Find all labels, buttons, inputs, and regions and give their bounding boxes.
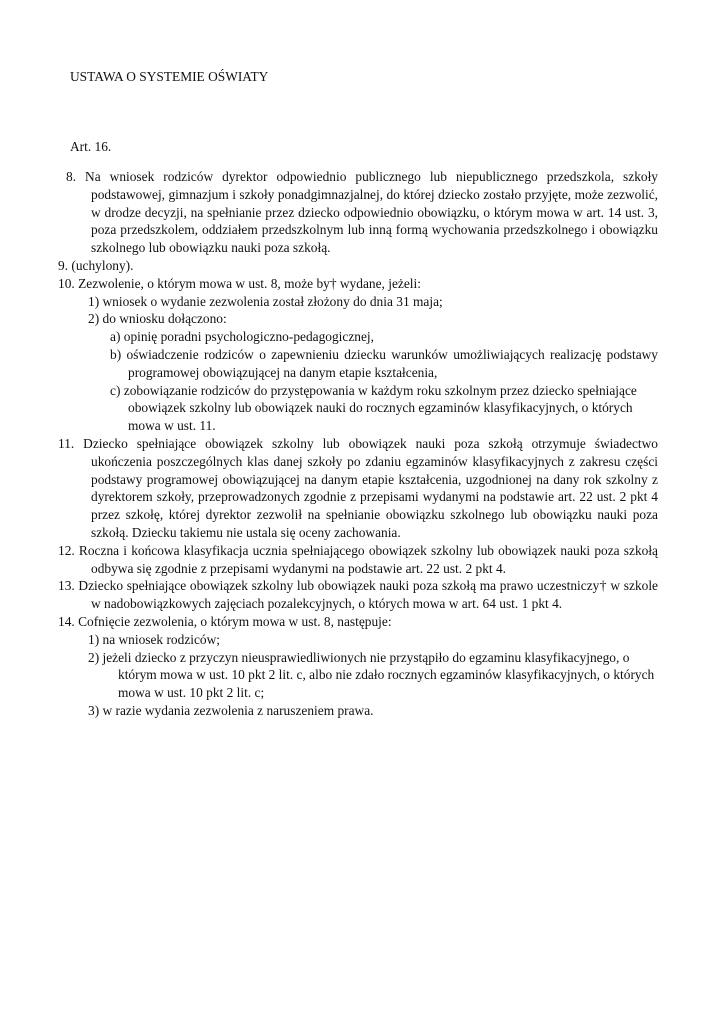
paragraph-10-intro: 10. Zezwolenie, o którym mowa w ust. 8, może by† wydane, jeżeli:	[58, 275, 421, 291]
paragraph-10-item-1: 1) wniosek o wydanie zezwolenia został złożony do dnia 31 maja;	[88, 293, 443, 309]
paragraph-14-item-3: 3) w razie wydania zezwolenia z naruszeniem prawa.	[88, 702, 374, 718]
paragraph-10-item-2: 2) do wniosku dołączono:	[88, 311, 227, 327]
paragraph-10-item-c: c) zobowiązanie rodziców do przystępowania w każdym roku szkolnym przez dziecko spełniające obowiązek szkolny lub obowiązek nauki do rocznych egzaminów klasyfikacyjnych, o których mowa w ust. 11.	[110, 382, 637, 434]
paragraph-9: 9. (uchylony).	[58, 257, 134, 273]
paragraph-14-item-1: 1) na wniosek rodziców;	[88, 631, 221, 647]
paragraph-10-item-b: b) oświadczenie rodziców o zapewnieniu dziecku warunków umożliwiających realizację podstawy programowej obowiązującej na danym etapie kształcenia,	[110, 346, 658, 380]
paragraph-12: 12. Roczna i końcowa klasyfikacja ucznia spełniającego obowiązek szkolny lub obowiązek nauki poza szkołą odbywa się zgodnie z przepisami wydanymi na podstawie art. 22 ust. 2 pkt 4.	[58, 542, 658, 576]
article-heading: Art. 16.	[70, 139, 112, 154]
paragraph-14-item-2: 2) jeżeli dziecko z przyczyn nieusprawiedliwionych nie przystąpiło do egzaminu klasyfikacyjnego, o którym mowa w ust. 10 pkt 2 lit. c, albo nie zdało rocznych egzaminów klasyfikacyjnych, o których mowa w ust. 10 pkt 2 lit. c;	[88, 649, 655, 701]
document-title: USTAWA O SYSTEMIE OŚWIATY	[70, 69, 269, 84]
paragraph-10-item-a: a) opinię poradni psychologiczno-pedagogicznej,	[110, 329, 375, 345]
paragraph-8: 8. Na wniosek rodziców dyrektor odpowiednio publicznego lub niepublicznego przedszkola, szkoły podstawowej, gimnazjum i szkoły ponadgimnazjalnej, do której dziecko zostało przyjęte, może zezwolić, w drodze decyzji, na spełnianie przez dziecko odpowiednio obowiązku, o którym mowa w art. 14 ust. 3, poza przedszkolem, oddziałem przedszkolnym lub inną formą wychowania przedszkolnego i obowiązku szkolnego lub obowiązku nauki poza szkołą.	[66, 169, 658, 256]
paragraph-14	[58, 613, 658, 720]
paragraph-14-intro: 14. Cofnięcie zezwolenia, o którym mowa w ust. 8, następuje:	[58, 613, 392, 629]
paragraph-11: 11. Dziecko spełniające obowiązek szkolny lub obowiązek nauki poza szkołą otrzymuje świadectwo ukończenia poszczególnych klas danej szkoły po zdaniu egzaminów klasyfikacyjnych z zakresu części podstawy programowej obowiązującej na danym etapie kształcenia, uzgodnionej na dany rok szkolny z dyrektorem szkoły, przeprowadzonych zgodnie z przepisami wydanymi na podstawie art. 22 ust. 2 pkt 4 przez szkołę, której dyrektor zezwolił na spełnianie obowiązku szkolnego lub obowiązku nauki poza szkołą. Dziecku takiemu nie ustala się oceny zachowania.	[58, 435, 658, 540]
paragraph-13: 13. Dziecko spełniające obowiązek szkolny lub obowiązek nauki poza szkołą ma prawo uczestniczy† w szkole w nadobowiązkowych zajęciach pozalekcyjnych, o których mowa w art. 64 ust. 1 pkt 4.	[58, 578, 658, 612]
paragraph-10	[58, 275, 658, 435]
article-body	[58, 168, 658, 720]
